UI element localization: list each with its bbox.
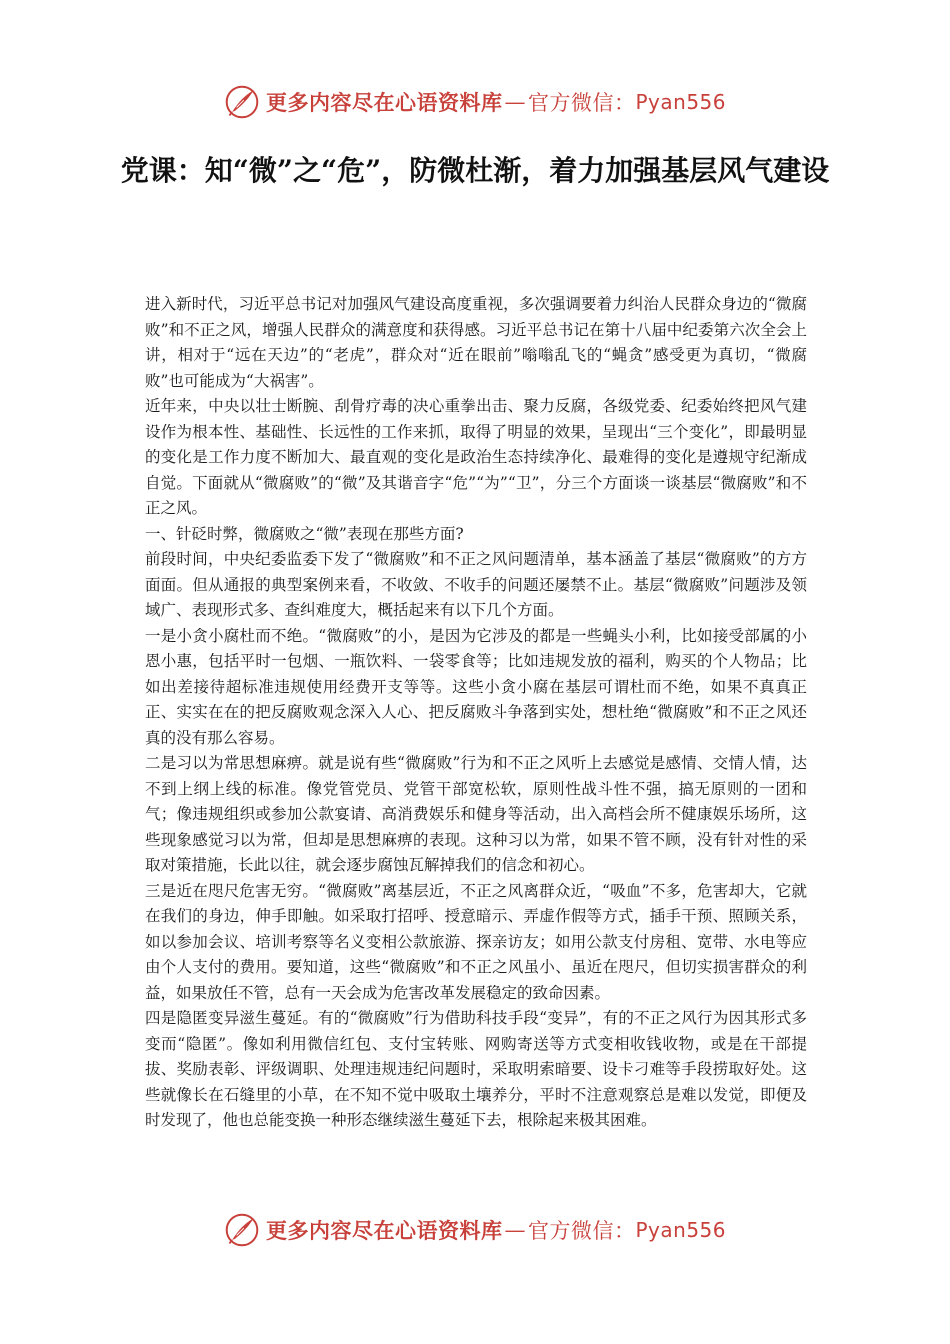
- section-heading: 一、针砭时弊，微腐败之“微”表现在那些方面?: [145, 524, 464, 543]
- banner-wechat-label: 官方微信：: [527, 1219, 636, 1243]
- paragraph: 前段时间，中央纪委监委下发了“微腐败”和不正之风问题清单，基本涵盖了基层“微腐败”的方方面面。但从通报的典型案例来看，不收敛、不收手的问题还屡禁不止。基层“微腐败”问题涉及领域广、表现形式多、查纠难度大，概括起来有以下几个方面。: [145, 550, 807, 619]
- banner-separator: —: [504, 1218, 526, 1242]
- banner-separator: —: [504, 90, 526, 114]
- banner-wechat-id: Pyan556: [635, 1218, 726, 1242]
- paragraph: 近年来，中央以壮士断腕、刮骨疗毒的决心重拳出击、聚力反腐，各级党委、纪委始终把风气建设作为根本性、基础性、长远性的工作来抓，取得了明显的效果，呈现出“三个变化”，即最明显的变化是工作力度不断加大、最直观的变化是政治生态持续净化、最难得的变化是遵规守纪渐成自觉。下面就从“微腐败”的“微”及其谐音字“危”“为”“卫”，分三个方面谈一谈基层“微腐败”和不正之风。: [145, 397, 807, 517]
- quill-logo-icon: [224, 84, 260, 120]
- footer-banner: [0, 1210, 950, 1250]
- document-body: [145, 292, 807, 1134]
- paragraph: 四是隐匿变异滋生蔓延。有的“微腐败”行为借助科技手段“变异”，有的不正之风行为因其形式多变而“隐匿”。像如利用微信红包、支付宝转账、网购寄送等方式变相收钱收物，或是在干部提拔、奖励表彰、评级调职、处理违规违纪问题时，采取明索暗要、设卡刁难等手段捞取好处。这些就像长在石缝里的小草，在不知不觉中吸取土壤养分，平时不注意观察总是难以发觉，即便及时发现了，他也总能变换一种形态继续滋生蔓延下去，根除起来极其困难。: [145, 1009, 807, 1129]
- banner-wechat-label: 官方微信：: [527, 91, 636, 115]
- paragraph: 进入新时代，习近平总书记对加强风气建设高度重视，多次强调要着力纠治人民群众身边的“微腐败”和不正之风，增强人民群众的满意度和获得感。习近平总书记在第十八届中纪委第六次全会上讲，相对于“远在天边”的“老虎”，群众对“近在眼前”嗡嗡乱飞的“蝇贪”感受更为真切，“微腐败”也可能成为“大祸害”。: [145, 295, 807, 390]
- quill-logo-icon: [224, 1212, 260, 1248]
- document-title: 党课：知“微”之“危”，防微杜渐，着力加强基层风气建设: [120, 154, 830, 187]
- paragraph: 三是近在咫尺危害无穷。“微腐败”离基层近，不正之风离群众近，“吸血”不多，危害却大，它就在我们的身边，伸手即触。如采取打招呼、授意暗示、弄虚作假等方式，插手干预、照顾关系，如以参加会议、培训考察等名义变相公款旅游、探亲访友；如用公款支付房租、宽带、水电等应由个人支付的费用。要知道，这些“微腐败”和不正之风虽小、虽近在咫尺，但切实损害群众的利益，如果放任不管，总有一天会成为危害改革发展稳定的致命因素。: [145, 881, 807, 1002]
- header-banner: [0, 82, 950, 122]
- paragraph: 一是小贪小腐杜而不绝。“微腐败”的小，是因为它涉及的都是一些蝇头小利，比如接受部属的小恩小惠，包括平时一包烟、一瓶饮料、一袋零食等；比如违规发放的福利，购买的个人物品；比如出差接待超标准违规使用经费开支等等。这些小贪小腐在基层可谓杜而不绝，如果不真真正正、实实在在的把反腐败观念深入人心、把反腐败斗争落到实处，想杜绝“微腐败”和不正之风还真的没有那么容易。: [145, 626, 807, 747]
- banner-wechat-id: Pyan556: [635, 90, 726, 114]
- banner-brand: 更多内容尽在心语资料库: [265, 1218, 503, 1243]
- paragraph: 二是习以为常思想麻痹。就是说有些“微腐败”行为和不正之风听上去感觉是感情、交情人情，达不到上纲上线的标准。像党管党员、党管干部宽松软，原则性战斗性不强，搞无原则的一团和气；像违规组织或参加公款宴请、高消费娱乐和健身等活动，出入高档会所不健康娱乐场所，这些现象感觉习以为常，但却是思想麻痹的表现。这种习以为常，如果不管不顾，没有针对性的采取对策措施，长此以往，就会逐步腐蚀瓦解掉我们的信念和初心。: [145, 754, 807, 874]
- banner-brand: 更多内容尽在心语资料库: [265, 90, 503, 115]
